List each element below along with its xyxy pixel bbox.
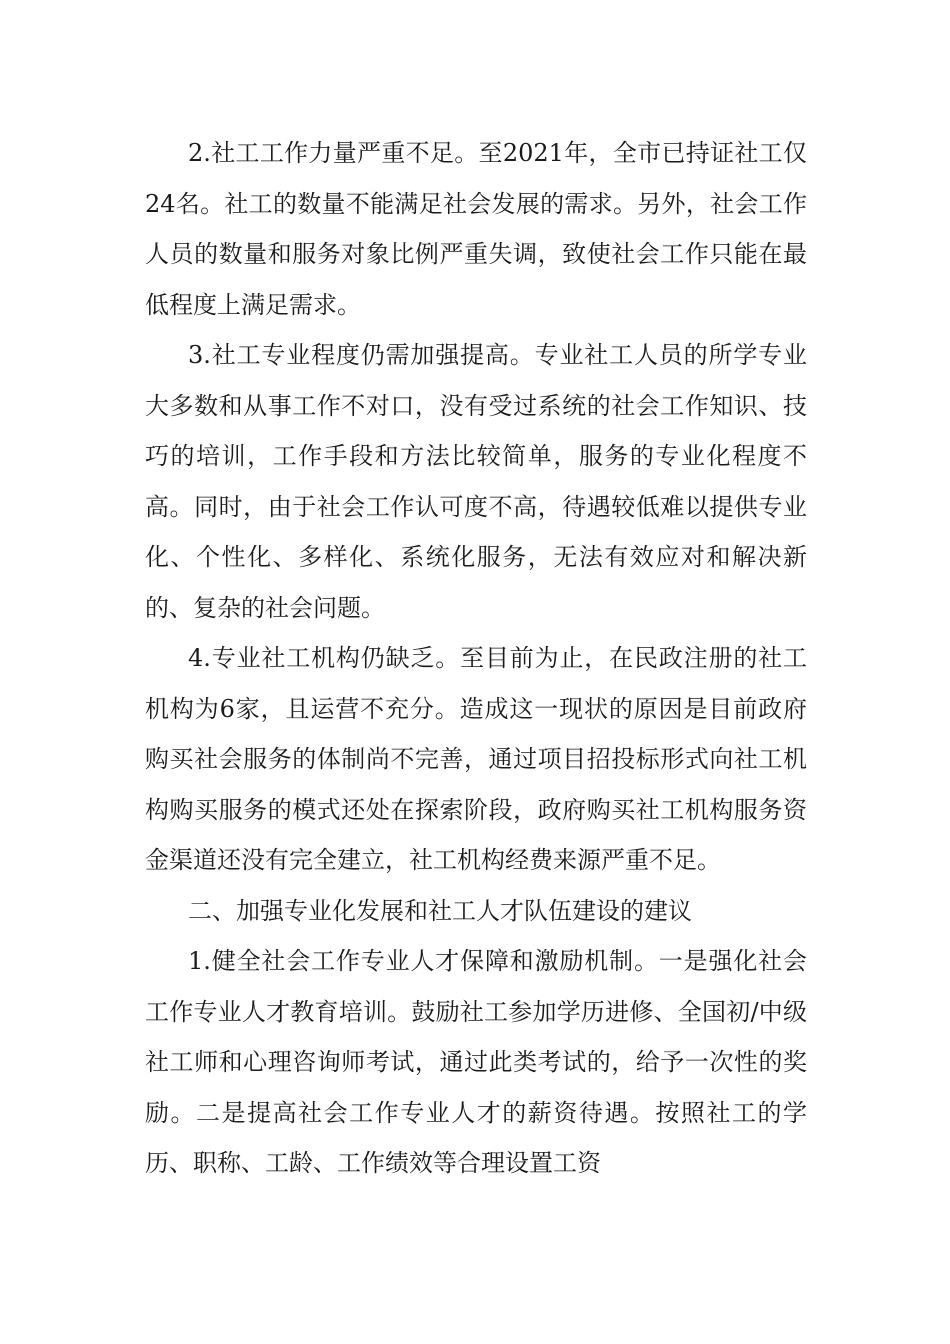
paragraph-worker-shortage: 2.社工工作力量严重不足。至2021年，全市已持证社工仅24名。社工的数量不能满足社会发展的需求。另外，社会工作人员的数量和服务对象比例严重失调，致使社会工作只能在最低程度上满足需求。 bbox=[145, 139, 807, 319]
paragraph-incentive-mechanism: 1.健全社会工作专业人才保障和激励机制。一是强化社会工作专业人才教育培训。鼓励社工参加学历进修、全国初/中级社工师和心理咨询师考试，通过此类考试的，给予一次性的奖励。二是提高社会工作专业人才的薪资待遇。按照社工的学历、职称、工龄、工作绩效等合理设置工资 bbox=[145, 947, 807, 1177]
document-body bbox=[145, 128, 807, 1189]
paragraph-agency-shortage: 4.专业社工机构仍缺乏。至目前为止，在民政注册的社工机构为6家，且运营不充分。造成这一现状的原因是目前政府购买社会服务的体制尚不完善，通过项目招投标形式向社工机构购买服务的模式还处在探索阶段，政府购买社工机构服务资金渠道还没有完全建立，社工机构经费来源严重不足。 bbox=[145, 644, 807, 874]
paragraph-professional-level: 3.社工专业程度仍需加强提高。专业社工人员的所学专业大多数和从事工作不对口，没有受过系统的社会工作知识、技巧的培训，工作手段和方法比较简单，服务的专业化程度不高。同时，由于社会工作认可度不高，待遇较低难以提供专业化、个性化、多样化、系统化服务，无法有效应对和解决新的、复杂的社会问题。 bbox=[145, 341, 807, 622]
section-heading-suggestions: 二、加强专业化发展和社工人才队伍建设的建议 bbox=[188, 896, 692, 925]
